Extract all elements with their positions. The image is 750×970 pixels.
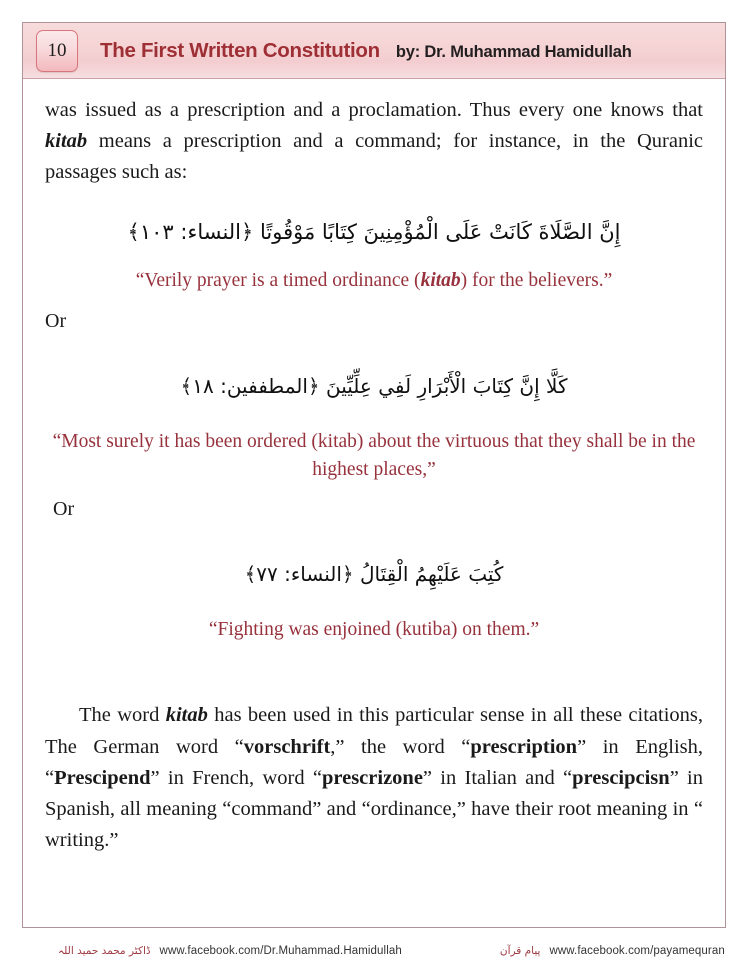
page-number: 10 [47,40,67,61]
para2-s7: ” in Spanish, all meaning “command” and “ordinance,” have their root meaning in “ writing.” [45,766,704,852]
quran-verse-1: إِنَّ الصَّلَاةَ كَانَتْ عَلَى الْمُؤْمِنِينَ كِتَابًا مَوْقُوتًا ﴿النساء: ١٠٣﴾ [127,220,621,245]
keyword-kitab: kitab [165,704,208,727]
header-titles [100,39,632,63]
keyword-prescrizone: prescrizone [321,766,423,789]
quran-verse-3: كُتِبَ عَلَيْهِمُ الْقِتَالُ ﴿النساء: ٧٧﴾ [244,562,504,587]
para2-s2: has been used in this particular sense in all these citations, The German word “ [45,704,703,758]
verse-1-translation-part-a: “Verily prayer is a timed ordinance ( [135,270,421,292]
spacer [45,521,703,555]
keyword-prescription: prescription [470,735,578,758]
footer-right-group [500,945,725,957]
verse-1-translation [45,267,703,295]
paragraph-intro-part-a: was issued as a prescription and a proclamation. Thus every one knows that [45,99,703,121]
keyword-prescipend: Prescipend [54,766,151,789]
para2-s5: ” in French, word “ [150,766,322,789]
spacer [45,484,703,498]
footer-left-group [58,945,402,957]
verse-2-translation: “Most surely it has been ordered (kitab) about the virtuous that they shall be in the highest places,” [52,430,696,480]
spacer [45,296,703,310]
keyword-kitab: kitab [45,130,88,153]
para2-s3: ,” the word “ [330,735,471,758]
document-author: by: Dr. Muhammad Hamidullah [395,42,632,61]
para2-s6: ” in Italian and “ [422,766,573,789]
paragraph-intro-part-b: means a prescription and a command; for instance, in the Quranic passages such as: [45,130,703,184]
or-label-2: Or [53,498,75,521]
para2-s1: The word [79,704,166,727]
spacer [45,253,703,267]
paragraph-conclusion [45,700,703,856]
footer-left-url[interactable]: www.facebook.com/Dr.Muhammad.Hamidullah [159,945,402,957]
page-header [23,23,725,79]
document-title: The First Written Constitution [100,38,380,62]
spacer [45,644,703,700]
spacer [45,594,703,616]
or-label-1: Or [45,309,67,332]
verse-3-translation: “Fighting was enjoined (kutiba) on them.” [208,619,540,641]
quran-verse-2: كَلَّا إِنَّ كِتَابَ الْأَبْرَارِ لَفِي عِلِّيِّينَ ﴿المطففين: ١٨﴾ [180,373,568,398]
spacer [45,406,703,428]
verse-1-translation-part-b: ) for the believers.” [460,270,613,292]
page-number-box [36,30,78,72]
paragraph-intro [45,95,703,188]
footer-right-urdu-name: پیام قرآن [499,945,541,957]
footer-left-urdu-name: ڈاکٹر محمد حمید اللہ [58,945,151,957]
keyword-prescipcisn: prescipcisn [572,766,670,789]
page-footer [22,938,726,964]
spacer [45,333,703,367]
document-page [22,22,726,928]
keyword-vorschrift: vorschrift [243,735,331,758]
keyword-kitab: kitab [420,270,461,292]
footer-right-url[interactable]: www.facebook.com/payamequran [549,945,725,957]
para2-s4: ” in English, “ [45,735,703,789]
page-content [23,79,725,856]
